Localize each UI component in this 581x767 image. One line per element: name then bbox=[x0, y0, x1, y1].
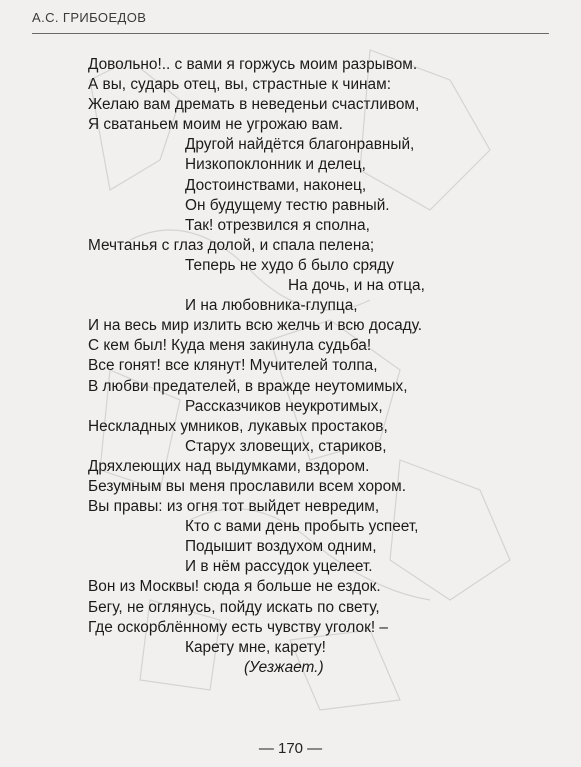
page-number: — 170 — bbox=[258, 740, 323, 757]
verse-line: Теперь не худо б было сряду bbox=[185, 256, 394, 274]
verse-line: Достоинствами, наконец, bbox=[185, 176, 367, 194]
verse-line: Все гонят! все клянут! Мучителей толпа, bbox=[88, 357, 378, 375]
verse-line: Бегу, не оглянусь, пойду искать по свету, bbox=[88, 598, 380, 616]
running-header-author: А.С. ГРИБОЕДОВ bbox=[32, 10, 147, 25]
verse-line: Дряхлеющих над выдумками, вздором. bbox=[88, 457, 370, 475]
verse-line: Мечтанья с глаз долой, и спала пелена; bbox=[88, 236, 375, 254]
verse-line: А вы, сударь отец, вы, страстные к чинам: bbox=[88, 76, 391, 94]
verse-line: С кем был! Куда меня закинула судьба! bbox=[88, 337, 372, 355]
verse-line: Кто с вами день пробыть успеет, bbox=[185, 518, 419, 536]
verse-line: И на любовника-глупца, bbox=[185, 297, 358, 315]
verse-line: Вы правы: из огня тот выйдет невредим, bbox=[88, 498, 380, 516]
verse-line: Вон из Москвы! сюда я больше не ездок. bbox=[88, 578, 381, 596]
poem-text bbox=[88, 55, 558, 678]
verse-line: Карету мне, карету! bbox=[185, 638, 326, 656]
verse-line: Так! отрезвился я сполна, bbox=[185, 216, 370, 234]
verse-line: Нескладных умников, лукавых простаков, bbox=[88, 417, 388, 435]
verse-line: Низкопоклонник и делец, bbox=[185, 156, 366, 174]
header-divider bbox=[32, 33, 549, 34]
verse-line: И на весь мир излить всю желчь и всю досаду. bbox=[88, 317, 423, 335]
verse-line: Желаю вам дремать в неведеньи счастливом, bbox=[88, 96, 420, 114]
verse-line: Другой найдётся благонравный, bbox=[185, 136, 415, 154]
verse-line: Старух зловещих, стариков, bbox=[185, 437, 387, 455]
verse-line: На дочь, и на отца, bbox=[288, 277, 425, 295]
stage-direction: (Уезжает.) bbox=[244, 658, 324, 676]
verse-line: Подышит воздухом одним, bbox=[185, 538, 377, 556]
verse-line: Рассказчиков неукротимых, bbox=[185, 397, 383, 415]
verse-line: Безумным вы меня прославили всем хором. bbox=[88, 477, 406, 495]
verse-line: И в нём рассудок уцелеет. bbox=[185, 558, 373, 576]
verse-line: Я сватаньем моим не угрожаю вам. bbox=[88, 116, 343, 134]
verse-line: Он будущему тестю равный. bbox=[185, 196, 390, 214]
verse-line: В любви предателей, в вражде неутомимых, bbox=[88, 377, 408, 395]
verse-line: Довольно!.. с вами я горжусь моим разрывом. bbox=[88, 56, 418, 73]
verse-line: Где оскорблённому есть чувству уголок! – bbox=[88, 618, 388, 636]
